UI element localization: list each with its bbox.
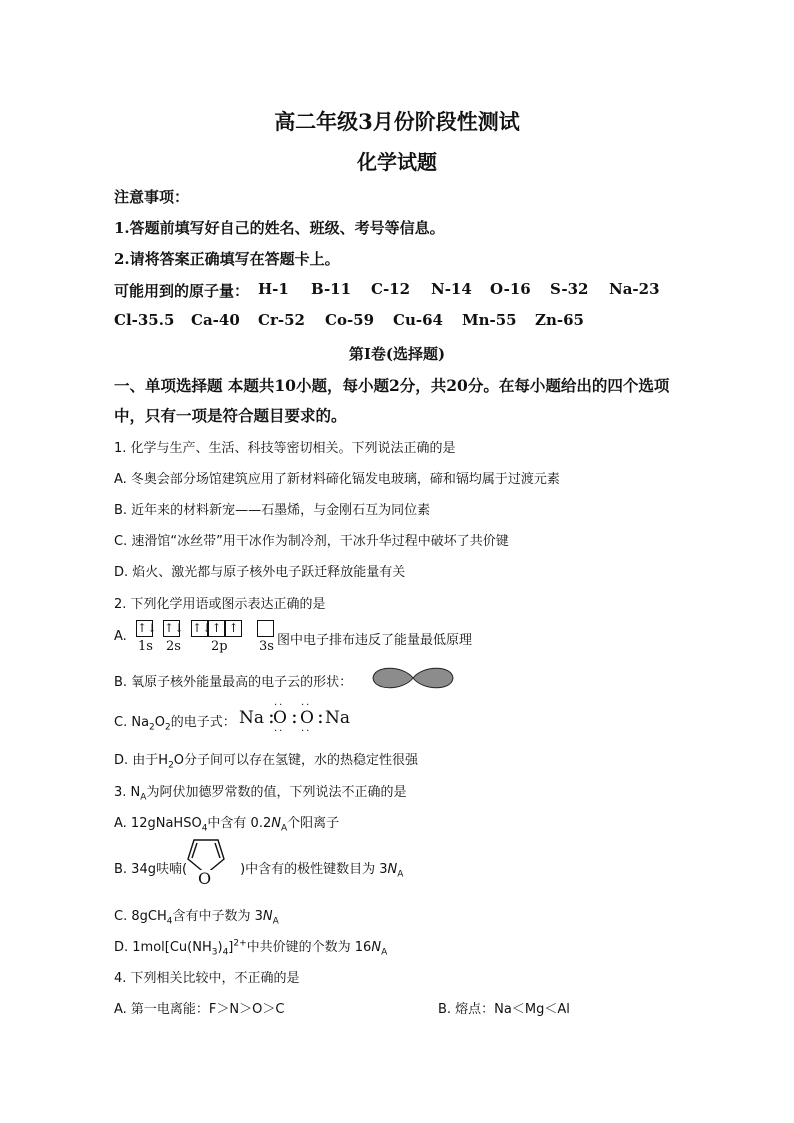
q3-option-a: A. 12gNaHSO$_4$中含有 $0.2N_A$个阳离子	[114, 816, 340, 834]
p-orbital-dumbbell-icon	[370, 664, 456, 692]
q4-option-a: A. 第一电离能：F＞N＞O＞C	[114, 1002, 285, 1017]
atomic-mass-label: 可能用到的原子量：	[114, 282, 250, 300]
atomic-mass: Cu-64	[393, 311, 443, 329]
q1-option-d: D. 焰火、激光都与原子核外电子跃迁释放能量有关	[114, 565, 406, 580]
orbital-box-3s	[257, 620, 274, 637]
q1-option-b: B. 近年来的材料新宠——石墨烯，与金刚石互为同位素	[114, 503, 431, 518]
q4-option-b: B. 熔点：Na＜Mg＜Al	[438, 1002, 570, 1017]
exam-subtitle: 化学试题	[357, 150, 437, 174]
q3-option-b: B. 34g呋喃( )中含有的极性键数目为 $3N_A$	[114, 862, 404, 880]
atomic-mass: Co-59	[325, 311, 375, 329]
notice-item-1: 1.答题前填写好自己的姓名、班级、考号等信息。	[114, 219, 445, 237]
section-instruction-2: 中，只有一项是符合题目要求的。	[114, 406, 347, 425]
q1-option-a: A. 冬奥会部分场馆建筑应用了新材料碲化镉发电玻璃，碲和镉均属于过渡元素	[114, 472, 560, 487]
q3-option-c: C. 8gCH$_4$含有中子数为 $3N_A$	[114, 909, 279, 927]
orbital-label-2p: 2p	[211, 639, 228, 654]
orbital-label-3s: 3s	[259, 639, 274, 654]
orbital-box-2p-2: ↑	[208, 620, 225, 637]
notice-heading: 注意事项：	[114, 188, 190, 206]
orbital-box-2p-1: ↑↓	[192, 621, 213, 635]
orbital-box-2s: ↑↓	[164, 621, 185, 635]
q1-stem: 1. 化学与生产、生活、科技等密切相关。下列说法正确的是	[114, 441, 456, 456]
atomic-mass: N-14	[431, 280, 472, 298]
orbital-label-1s: 1s	[138, 639, 153, 654]
q1-option-c: C. 速滑馆“冰丝带”用干冰作为制冷剂，干冰升华过程中破坏了共价键	[114, 534, 509, 549]
q2-option-b: B. 氧原子核外能量最高的电子云的形状：	[114, 675, 353, 690]
q4-stem: 4. 下列相关比较中，不正确的是	[114, 971, 300, 986]
atomic-mass: O-16	[490, 280, 531, 298]
section-title: 第I卷(选择题)	[348, 345, 446, 363]
exam-title: 高二年级3月份阶段性测试	[274, 109, 520, 134]
orbital-label-2s: 2s	[166, 639, 181, 654]
q2-option-a-text: 图中电子排布违反了能量最低原理	[277, 633, 473, 648]
atomic-mass: Cr-52	[258, 311, 305, 329]
atomic-mass: C-12	[371, 280, 411, 298]
q2-option-a-prefix: A.	[114, 629, 127, 644]
furan-oxygen-label: O	[198, 869, 212, 888]
q2-option-c: C. $Na_2O_2$的电子式：	[114, 715, 236, 733]
q2-stem: 2. 下列化学用语或图示表达正确的是	[114, 597, 326, 612]
q2-option-d: D. 由于$H_2O$分子间可以存在氢键，水的热稳定性很强	[114, 753, 419, 771]
orbital-box-2p-3: ↑	[225, 620, 242, 637]
atomic-mass: Na-23	[609, 280, 660, 298]
atomic-mass: S-32	[550, 280, 589, 298]
atomic-mass: B-11	[311, 280, 352, 298]
orbital-box-1s: ↑↓	[137, 621, 158, 635]
atomic-mass: Cl-35.5	[114, 311, 175, 329]
orbital-diagram	[132, 620, 277, 656]
q3-option-d: D. $1mol[Cu(NH_3)_4]^{2+}$中共价键的个数为 $16N_A$	[114, 938, 388, 958]
atomic-mass: Zn-65	[535, 311, 584, 329]
q3-stem: 3. $N_A$为阿伏加德罗常数的值，下列说法不正确的是	[114, 785, 407, 803]
atomic-mass: Ca-40	[191, 311, 240, 329]
atomic-mass: H-1	[258, 280, 289, 298]
atomic-mass: Mn-55	[462, 311, 517, 329]
electron-dot-formula: Na : O ·· ·· : O ·· ·· : Na	[239, 700, 351, 737]
notice-item-2: 2.请将答案正确填写在答题卡上。	[114, 250, 340, 268]
section-instruction-1: 一、单项选择题 本题共10小题，每小题2分，共20分。在每小题给出的四个选项	[114, 376, 670, 395]
